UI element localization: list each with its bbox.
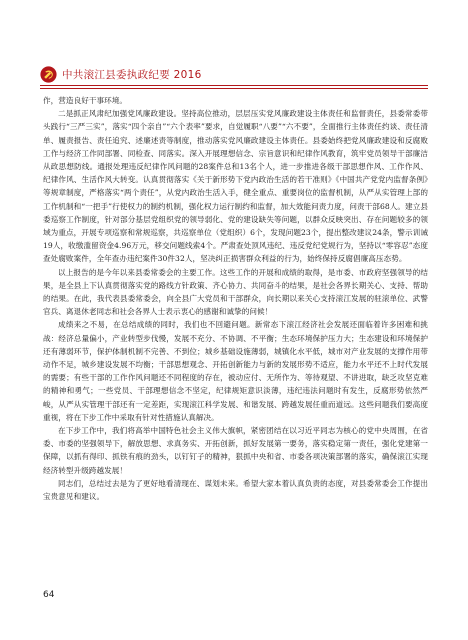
page-number: 64 — [43, 590, 55, 600]
party-emblem-icon — [40, 66, 57, 83]
paragraph-closing: 同志们，总结过去是为了更好地看清现在、谋划未来。希望大家本着认真负责的态度，对县委常委会工作提出宝贵意见和建议。 — [43, 478, 428, 502]
header-rule-thin — [40, 88, 428, 89]
header-title: 中共滚江县委执政纪要 2016 — [62, 69, 202, 81]
page-header — [40, 66, 428, 86]
paragraph-thanks: 以上报告的是今年以来县委常委会的主要工作。这些工作的开展和成绩的取得，是市委、市政府坚强领导的结果，是全县上下认真贯彻落实党的路线方针政策、齐心协力、共同奋斗的结果，是社会各界长期关心、支持、帮助的结果。在此，我代表县委常委会，向全县广大党员和干部群众，向长期以来关心支持滚江发展的驻滚单位、武警官兵、离退休老同志和社会各界人士表示衷心的感谢和诚挚的问候！ — [43, 267, 428, 317]
document-body — [43, 94, 428, 594]
header-rule-thick — [40, 85, 428, 86]
paragraph-next-steps: 在下步工作中，我们将高举中国特色社会主义伟大旗帜，紧密团结在以习近平同志为核心的党中央周围，在省委、市委的坚强领导下，解放思想、求真务实、开拓创新，抓好发展第一要务，落实稳定第一责任，强化党建第一保障，以抓有得印、抓铁有痕的劲头，以钉钉子的精神，狠抓中央和省、市委各项决策部署的落实，确保滚江实现经济转型升级跨越发展！ — [43, 426, 428, 475]
paragraph-continuation: 作，营造良好干事环境。 — [43, 96, 128, 105]
paragraph-problems: 成绩来之不易，在总结成绩的同时，我们也不回避问题。新常态下滚江经济社会发展还面临着许多困难和挑战：经济总量偏小，产业转型步伐慢，发展不充分、不协调、不平衡；生态环境保护压力大；生态建设和环境保护还有薄弱环节，保护体制机制不完善、不到位；城乡基础设施薄弱，城镇化水平低，城市对产业发展的支撑作用带动作不足，城乡建设发展不均衡；干部思想观念、开拓创新能力与新的发展形势不适应，能力水平还不上时代发展的需要；有些干部的工作作风问题还不同程度的存在，被动应付、无所作为、等待观望、不讲进取，缺乏攻坚克难的精神和勇气；一些党员、干部理想信念不坚定，纪律规矩意识淡薄，违纪违法问题时有发生，反腐形势依然严峻，从严从实管理干部还有一定差距，实现滚江科学发展、和谐发展、跨越发展任重而道远。这些问题我们要高度重视，将在下步工作中采取有针对性措施认真解决。 — [43, 320, 428, 422]
paragraph-discipline: 二是抓正风肃纪加强党风廉政建设。坚持高位推动，层层压实党风廉政建设主体责任和监督责任，县委常委带头践行“三严三实”，落实“四个亲自”“六个表率”要求，自觉履职“八要”“六不要”，全面推行主体责任约谈、责任清单、履责报告、责任追究、述廉述责等制度，推动落实党风廉政建设主体责任。县委始终把党风廉政建设和反腐败工作与经济工作同部署、同检查、同落实。深入开展理想信念、宗旨意识和纪律作风教育，筑牢党员领导干部廉洁从政思想防线。通报处理违反纪律作风问题的28案件总和13名个人，进一步推进各级干部思想作风、工作作风、纪律作风、生活作风大转变。认真贯彻落实《关于新形势下党内政治生活的若干准则》《中国共产党党内监督条例》等规章制度，严格落实“两个责任”，从党内政治生活入手，健全重点、重要岗位的监督机制，从严从实管理上部的工作机制和“一把手”行使权力的制约机制，强化权力运行制约和监督，加大效能问责力度，问责干部68人。建立县委巡察工作制度，针对部分基层党组织党的领导弱化、党的建设缺失等问题，以群众反映突出、存在问题较多的领域为重点，开展专项巡察和常规巡察，共巡察单位（党组织）6个，发现问题23个，提出整改建议24条，警示训诫19人，收缴滥留资金4.96万元，移交问题线索4个。严肃查处顶风违纪、违反党纪党规行为，坚持以“零容忍”态度查处腐败案件，全年查办违纪案件30件32人，坚决纠正损害群众利益的行为，始终保持反腐倡廉高压态势。 — [43, 109, 428, 264]
